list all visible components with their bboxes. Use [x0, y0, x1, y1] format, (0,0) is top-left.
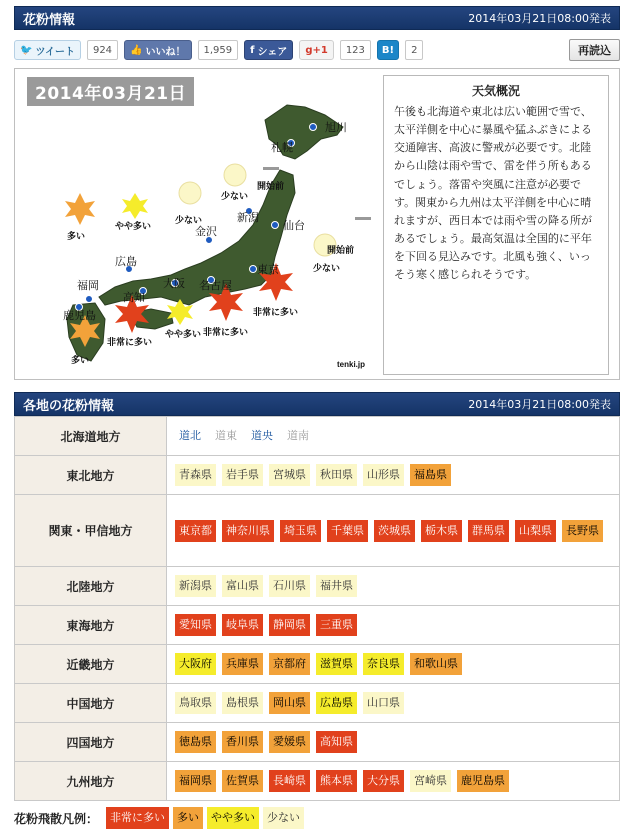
region-row	[15, 606, 620, 645]
prefecture-list	[167, 417, 620, 456]
thumbs-up-icon: 👍	[130, 44, 143, 56]
like-label: いいね！	[145, 46, 186, 58]
prefecture-link[interactable]: 富山県	[222, 575, 263, 597]
city-label: 名古屋	[199, 280, 232, 292]
prefecture-link[interactable]: 三重県	[316, 614, 357, 636]
region-name: 四国地方	[15, 723, 167, 762]
page-header	[14, 6, 620, 30]
city-label: 東京	[257, 264, 279, 276]
japan-pollen-map	[25, 75, 373, 375]
prefecture-link[interactable]: 愛知県	[175, 614, 216, 636]
prefecture-link[interactable]: 青森県	[175, 464, 216, 486]
gplus-count: 123	[340, 40, 371, 60]
annotation: 非常に多い	[107, 337, 153, 347]
region-row	[15, 723, 620, 762]
prefecture-list	[167, 684, 620, 723]
prefecture-link[interactable]: 熊本県	[316, 770, 357, 792]
issued-time: 2014年03月21日08:00発表	[468, 12, 611, 25]
prefecture-link[interactable]: 道北	[179, 429, 201, 442]
pollen-marker-medium	[122, 193, 148, 219]
annotation: 開始前	[327, 245, 355, 255]
region-row	[15, 684, 620, 723]
region-row	[15, 417, 620, 456]
region-name: 東北地方	[15, 456, 167, 495]
regional-title: 各地の花粉情報	[23, 398, 115, 414]
prefecture-link[interactable]: 鳥取県	[175, 692, 216, 714]
prefecture-link[interactable]: 大阪府	[175, 653, 216, 675]
reload-button[interactable]: 再読込	[569, 39, 620, 61]
map-date: 2014年03月21日	[27, 77, 194, 106]
city-label: 福岡	[77, 280, 99, 292]
region-name: 関東・甲信地方	[15, 495, 167, 567]
prefecture-list	[167, 456, 620, 495]
prefecture-link[interactable]: 島根県	[222, 692, 263, 714]
share-button[interactable]	[244, 40, 293, 60]
prefecture-link[interactable]: 静岡県	[269, 614, 310, 636]
region-row	[15, 762, 620, 801]
prefecture-link[interactable]: 徳島県	[175, 731, 216, 753]
region-row	[15, 645, 620, 684]
region-name: 九州地方	[15, 762, 167, 801]
legend-item: 多い	[173, 807, 203, 829]
prefecture-link[interactable]: 岡山県	[269, 692, 310, 714]
prefecture-link[interactable]: 栃木県	[421, 520, 462, 542]
prefecture-link[interactable]: 兵庫県	[222, 653, 263, 675]
prefecture-link[interactable]: 香川県	[222, 731, 263, 753]
prefecture-link[interactable]: 新潟県	[175, 575, 216, 597]
legend-item: 少ない	[263, 807, 304, 829]
prefecture-link[interactable]: 広島県	[316, 692, 357, 714]
prefecture-link[interactable]: 福井県	[316, 575, 357, 597]
city-label: 札幌	[271, 142, 293, 154]
like-count: 1,959	[198, 40, 239, 60]
prefecture-link[interactable]: 群馬県	[468, 520, 509, 542]
prefecture-link[interactable]: 東京都	[175, 520, 216, 542]
prefecture-list	[167, 495, 620, 567]
page-title: 花粉情報	[23, 12, 76, 28]
like-button[interactable]	[124, 40, 191, 60]
prefecture-link[interactable]: 岩手県	[222, 464, 263, 486]
prefecture-list	[167, 606, 620, 645]
tweet-label: ツイート	[35, 46, 75, 58]
prefecture-link[interactable]: 道央	[251, 429, 273, 442]
prefecture-link[interactable]: 鹿児島県	[457, 770, 509, 792]
prefecture-link[interactable]: 茨城県	[374, 520, 415, 542]
prefecture-link[interactable]: 山形県	[363, 464, 404, 486]
annotation: やや多い	[115, 221, 152, 231]
annotation: 少ない	[175, 215, 203, 225]
hatena-button[interactable]: B!	[377, 40, 399, 60]
city-label: 大阪	[163, 278, 185, 290]
prefecture-link[interactable]: 秋田県	[316, 464, 357, 486]
prefecture-link[interactable]: 和歌山県	[410, 653, 462, 675]
prefecture-link[interactable]: 佐賀県	[222, 770, 263, 792]
annotation: 少ない	[313, 263, 341, 273]
hatena-count: 2	[405, 40, 423, 60]
regional-pollen-table	[14, 416, 620, 801]
prefecture-link[interactable]: 京都府	[269, 653, 310, 675]
regional-issued: 2014年03月21日08:00発表	[468, 398, 611, 411]
prefecture-link[interactable]: 高知県	[316, 731, 357, 753]
prefecture-link[interactable]: 宮崎県	[410, 770, 451, 792]
legend-item: 非常に多い	[106, 807, 169, 829]
prefecture-list	[167, 723, 620, 762]
map-credit: tenki.jp	[337, 360, 366, 369]
twitter-bird-icon: 🐦	[20, 44, 33, 56]
social-bar	[14, 34, 620, 66]
prefecture-link[interactable]: 道南	[287, 429, 309, 442]
region-name: 北海道地方	[15, 417, 167, 456]
weather-title: 天気概況	[471, 84, 520, 98]
prefecture-link[interactable]: 宮城県	[269, 464, 310, 486]
pollen-marker-high	[65, 193, 95, 225]
city-label: 広島	[115, 256, 137, 268]
city-label: 旭川	[325, 122, 347, 134]
prefecture-list	[167, 645, 620, 684]
city-label: 金沢	[195, 226, 217, 238]
annotation: 多い	[71, 355, 90, 365]
tweet-button[interactable]	[14, 40, 81, 60]
weather-summary	[383, 75, 609, 375]
prefecture-link[interactable]: 長野県	[562, 520, 603, 542]
prefecture-link[interactable]: 奈良県	[363, 653, 404, 675]
prefecture-link[interactable]: 神奈川県	[222, 520, 274, 542]
city-label: 新潟	[237, 212, 259, 224]
prefecture-link[interactable]: 山梨県	[515, 520, 556, 542]
prefecture-link[interactable]: 長崎県	[269, 770, 310, 792]
weather-body: 午後も北海道や東北は広い範囲で雪で、太平洋側を中心に暴風や猛ふぶきによる交通障害、高波に警戒が必要です。北陸から山陰は雨や雪で、雷を伴う所もあるでしょう。落雷や突風に注意が必要です。関東から九州は太平洋側を中心に晴れますが、西日本では雨や雪の降る所があるでしょう。最高気温は全国的に平年を下回る見込みです。北風も強く、いっそう寒く感じられそうです。	[394, 105, 592, 282]
region-name: 中国地方	[15, 684, 167, 723]
annotation: 少ない	[221, 191, 249, 201]
tweet-count: 924	[87, 40, 118, 60]
share-label: シェア	[257, 46, 288, 58]
pollen-map-panel	[14, 68, 620, 380]
prefecture-link[interactable]: 福島県	[410, 464, 451, 486]
legend-label: 花粉飛散凡例：	[14, 811, 99, 826]
region-name: 北陸地方	[15, 567, 167, 606]
prefecture-link[interactable]: 山口県	[363, 692, 404, 714]
prefecture-list	[167, 762, 620, 801]
region-row	[15, 456, 620, 495]
annotation: やや多い	[165, 329, 202, 339]
gplus-button[interactable]: g+1	[299, 40, 334, 60]
prefecture-link[interactable]: 滋賀県	[316, 653, 357, 675]
annotation: 非常に多い	[203, 327, 249, 337]
prefecture-link[interactable]: 愛媛県	[269, 731, 310, 753]
annotation: 多い	[67, 231, 86, 241]
legend-item: やや多い	[207, 807, 259, 829]
regional-header	[14, 392, 620, 416]
annotation: 開始前	[257, 181, 285, 191]
prefecture-link[interactable]: 岐阜県	[222, 614, 263, 636]
region-row	[15, 495, 620, 567]
prefecture-link[interactable]: 福岡県	[175, 770, 216, 792]
pollen-marker-low	[224, 164, 246, 186]
region-name: 近畿地方	[15, 645, 167, 684]
prefecture-link[interactable]: 大分県	[363, 770, 404, 792]
city-label: 高知	[123, 292, 145, 304]
city-label: 鹿児島	[63, 310, 96, 322]
prefecture-list	[167, 567, 620, 606]
pollen-legend	[14, 807, 620, 829]
prefecture-link[interactable]: 千葉県	[327, 520, 368, 542]
prefecture-link[interactable]: 道東	[215, 429, 237, 442]
prefecture-link[interactable]: 埼玉県	[280, 520, 321, 542]
facebook-icon: f	[250, 44, 255, 56]
prefecture-link[interactable]: 石川県	[269, 575, 310, 597]
region-name: 東海地方	[15, 606, 167, 645]
city-label: 仙台	[283, 220, 305, 232]
region-row	[15, 567, 620, 606]
pollen-marker-low	[179, 182, 201, 204]
annotation: 非常に多い	[253, 307, 299, 317]
